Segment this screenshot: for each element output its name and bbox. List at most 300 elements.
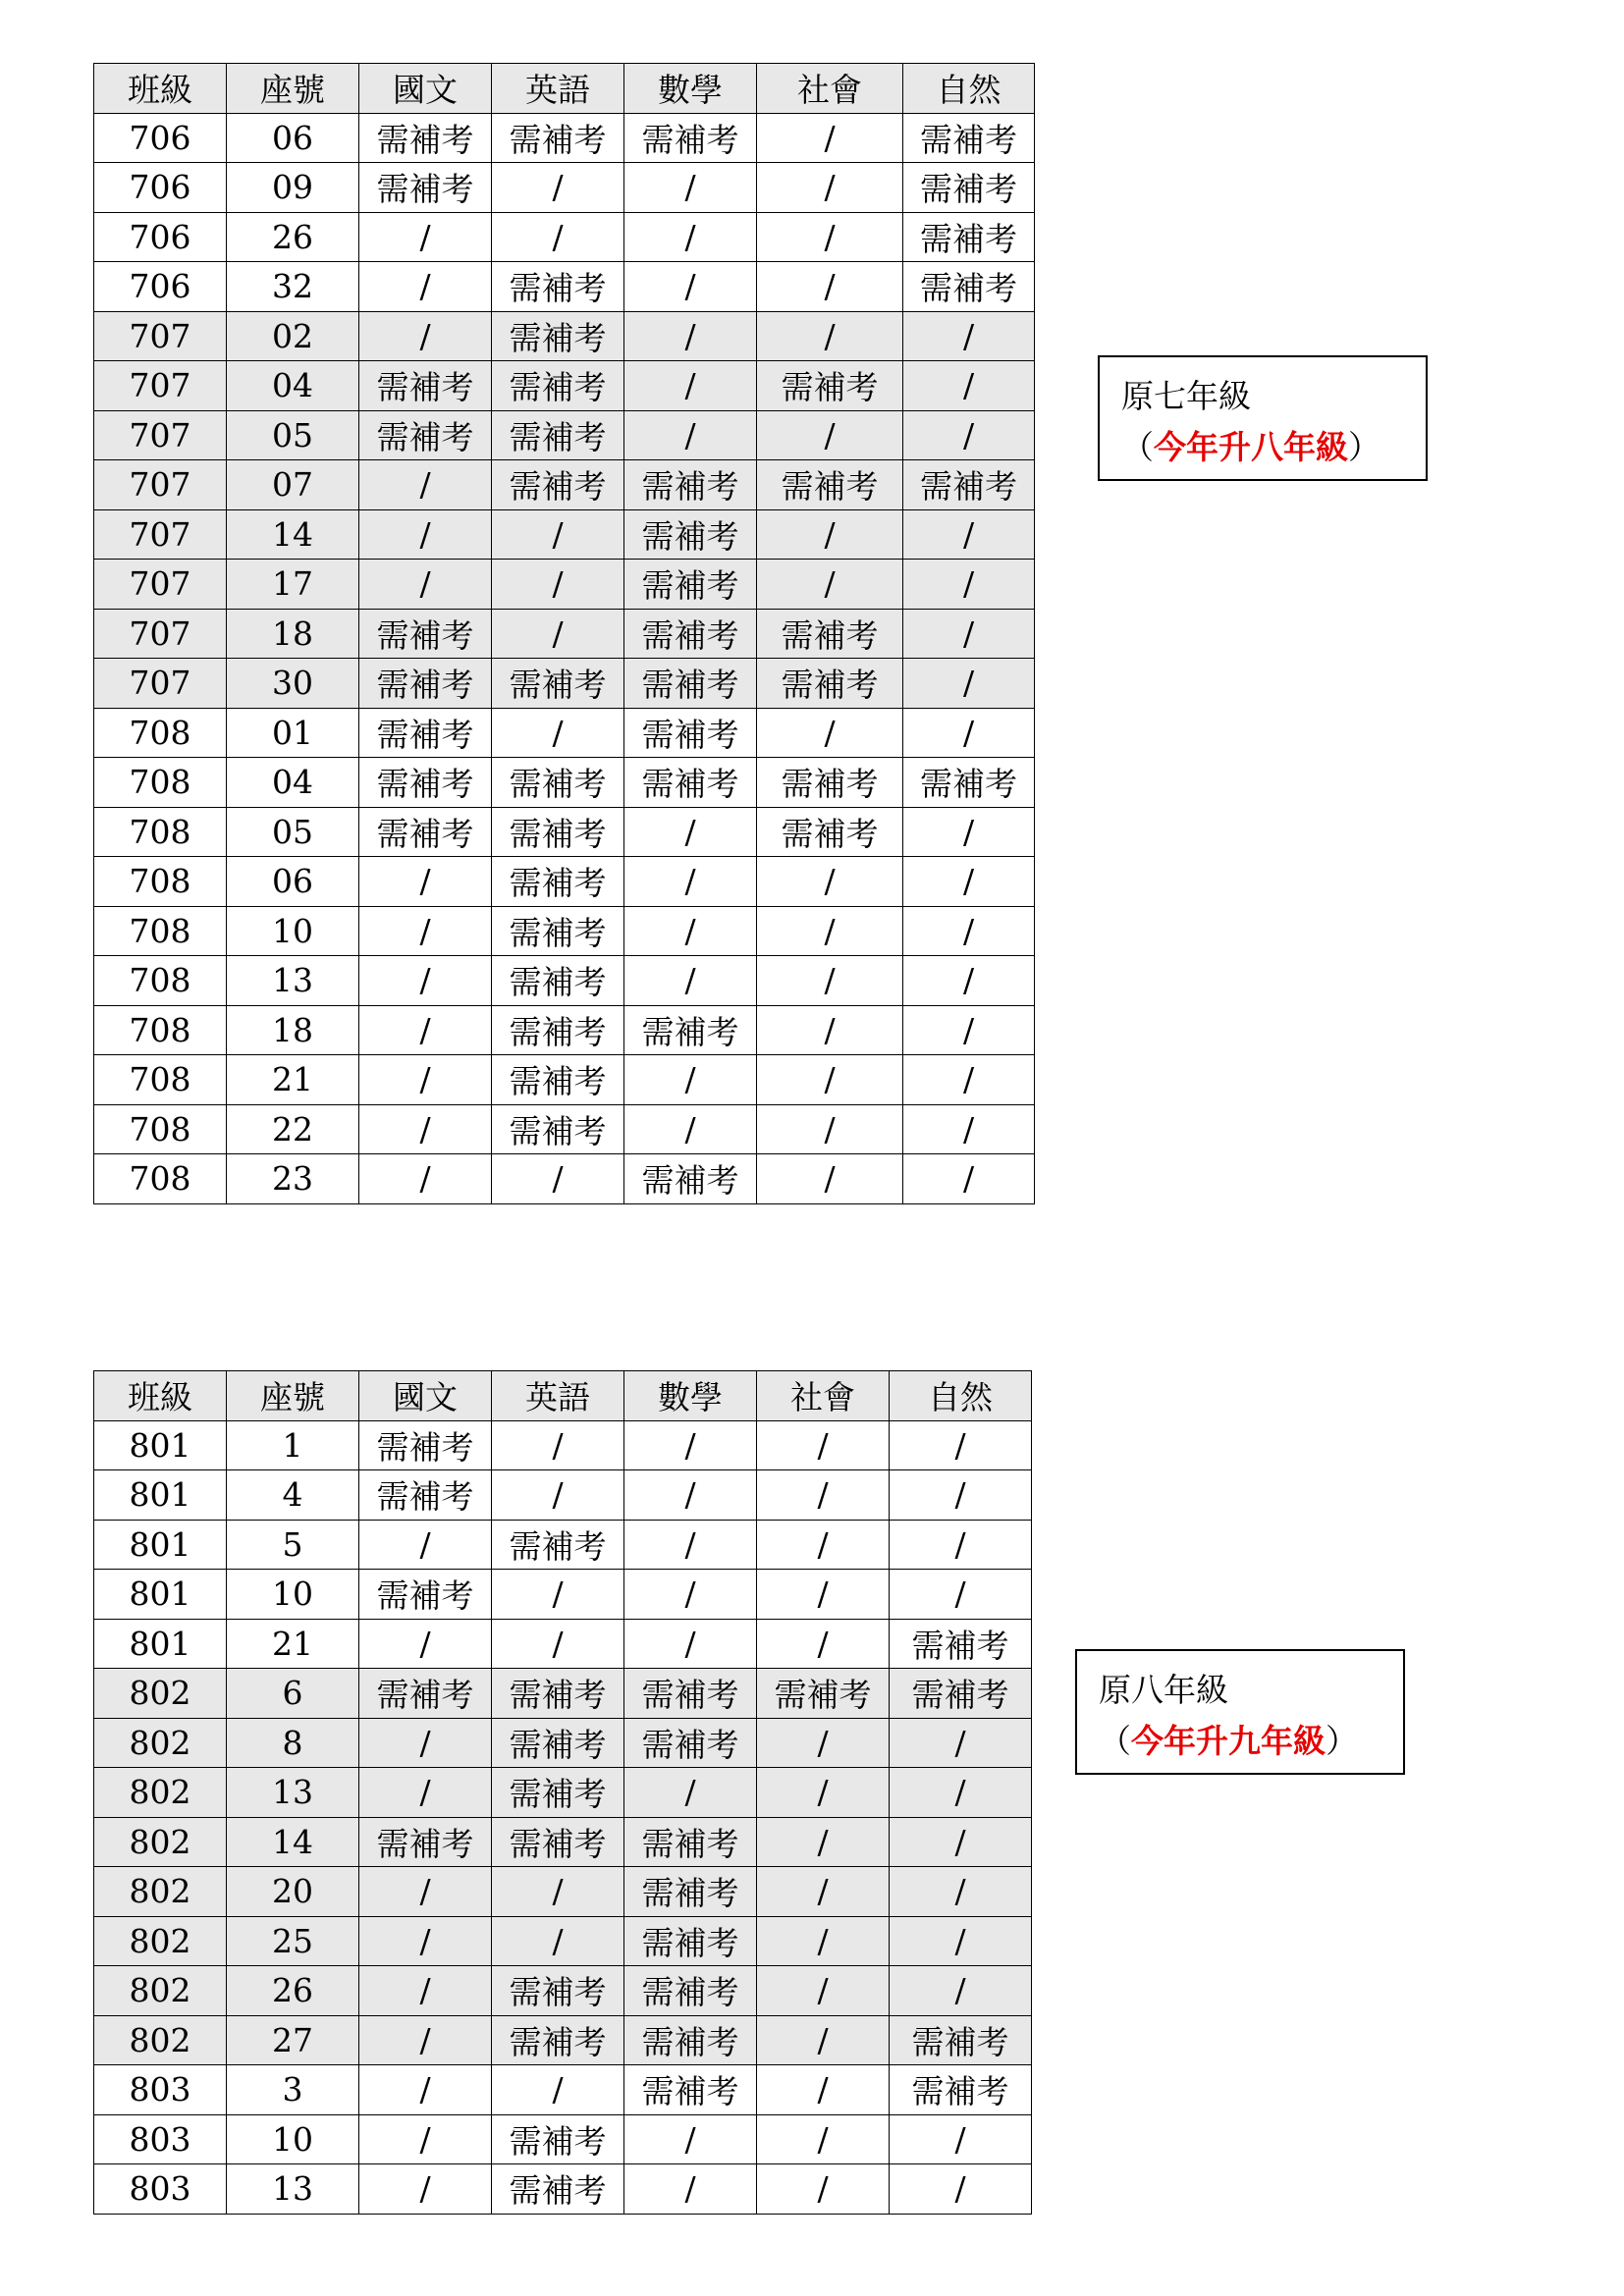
cell-chinese: / [359, 956, 492, 1006]
cell-seat: 10 [227, 1570, 359, 1620]
table-row [94, 509, 1035, 560]
cell-science: 需補考 [903, 212, 1035, 262]
cell-seat: 18 [227, 1005, 359, 1055]
cell-chinese: / [359, 2114, 492, 2164]
cell-class: 803 [94, 2114, 227, 2164]
cell-chinese: / [359, 262, 492, 312]
header-math: 數學 [624, 1371, 757, 1421]
cell-class: 802 [94, 1768, 227, 1818]
cell-science: / [903, 560, 1035, 610]
cell-seat: 07 [227, 460, 359, 510]
cell-chinese: / [359, 1966, 492, 2016]
cell-seat: 13 [227, 2164, 359, 2215]
cell-science: / [903, 1154, 1035, 1204]
cell-english: 需補考 [492, 807, 624, 857]
header-social: 社會 [757, 1371, 890, 1421]
table-row [94, 609, 1035, 659]
cell-english: / [492, 1570, 624, 1620]
cell-math: 需補考 [624, 2065, 757, 2115]
cell-seat: 23 [227, 1154, 359, 1204]
cell-chinese: 需補考 [359, 1420, 492, 1470]
table-row [94, 460, 1035, 510]
cell-seat: 26 [227, 212, 359, 262]
cell-class: 706 [94, 262, 227, 312]
cell-math: 需補考 [624, 1966, 757, 2016]
cell-chinese: / [359, 1768, 492, 1818]
cell-math: 需補考 [624, 1005, 757, 1055]
grade8-makeup-table [93, 1370, 1032, 2215]
cell-chinese: / [359, 1916, 492, 1966]
header-row [94, 1371, 1032, 1421]
table-row [94, 163, 1035, 213]
header-english: 英語 [492, 64, 624, 114]
table-row [94, 906, 1035, 956]
cell-class: 707 [94, 609, 227, 659]
cell-english: 需補考 [492, 2015, 624, 2065]
cell-social: 需補考 [757, 361, 903, 411]
cell-social: / [757, 1817, 890, 1867]
note-current-grade [1121, 422, 1426, 473]
cell-seat: 5 [227, 1520, 359, 1570]
cell-science: / [903, 857, 1035, 907]
header-english: 英語 [492, 1371, 624, 1421]
cell-science: 需補考 [890, 1669, 1032, 1719]
cell-math: / [624, 1470, 757, 1521]
cell-class: 708 [94, 1104, 227, 1154]
cell-math: / [624, 1520, 757, 1570]
cell-class: 708 [94, 1154, 227, 1204]
cell-seat: 4 [227, 1470, 359, 1521]
cell-science: / [890, 1470, 1032, 1521]
cell-science: / [903, 1005, 1035, 1055]
cell-science: 需補考 [890, 1619, 1032, 1669]
header-chinese: 國文 [359, 64, 492, 114]
cell-chinese: / [359, 1619, 492, 1669]
cell-science: / [903, 1104, 1035, 1154]
cell-science: / [890, 1420, 1032, 1470]
cell-math: 需補考 [624, 509, 757, 560]
cell-science: 需補考 [903, 262, 1035, 312]
cell-math: / [624, 807, 757, 857]
cell-social: 需補考 [757, 1669, 890, 1719]
cell-social: 需補考 [757, 460, 903, 510]
grade8-note [1075, 1649, 1405, 1775]
cell-social: / [757, 163, 903, 213]
cell-chinese: / [359, 212, 492, 262]
cell-chinese: 需補考 [359, 708, 492, 758]
header-seat: 座號 [227, 1371, 359, 1421]
cell-chinese: 需補考 [359, 1570, 492, 1620]
cell-social: / [757, 1154, 903, 1204]
cell-english: / [492, 163, 624, 213]
table-row [94, 1916, 1032, 1966]
cell-english: 需補考 [492, 906, 624, 956]
cell-class: 708 [94, 1005, 227, 1055]
cell-math: 需補考 [624, 1916, 757, 1966]
table-row [94, 2164, 1032, 2215]
table-row [94, 212, 1035, 262]
cell-seat: 05 [227, 807, 359, 857]
cell-chinese: / [359, 2015, 492, 2065]
cell-social: / [757, 1104, 903, 1154]
cell-chinese: / [359, 1154, 492, 1204]
cell-math: 需補考 [624, 609, 757, 659]
cell-english: 需補考 [492, 410, 624, 460]
cell-class: 707 [94, 460, 227, 510]
cell-math: / [624, 906, 757, 956]
cell-english: / [492, 509, 624, 560]
cell-english: / [492, 212, 624, 262]
cell-math: 需補考 [624, 460, 757, 510]
cell-chinese: 需補考 [359, 410, 492, 460]
cell-chinese: / [359, 560, 492, 610]
cell-social: / [757, 1420, 890, 1470]
cell-social: / [757, 262, 903, 312]
cell-english: 需補考 [492, 1817, 624, 1867]
cell-social: / [757, 113, 903, 163]
cell-science: / [890, 1718, 1032, 1768]
cell-class: 708 [94, 857, 227, 907]
cell-science: / [903, 708, 1035, 758]
cell-chinese: / [359, 311, 492, 361]
cell-english: 需補考 [492, 956, 624, 1006]
cell-class: 708 [94, 708, 227, 758]
cell-social: / [757, 1768, 890, 1818]
cell-class: 708 [94, 758, 227, 808]
cell-class: 802 [94, 1817, 227, 1867]
cell-english: 需補考 [492, 1055, 624, 1105]
cell-chinese: 需補考 [359, 163, 492, 213]
cell-social: / [757, 560, 903, 610]
cell-science: 需補考 [890, 2065, 1032, 2115]
cell-math: / [624, 956, 757, 1006]
cell-math: 需補考 [624, 560, 757, 610]
cell-social: / [757, 1718, 890, 1768]
cell-chinese: 需補考 [359, 758, 492, 808]
cell-science: / [890, 1570, 1032, 1620]
cell-seat: 20 [227, 1867, 359, 1917]
header-math: 數學 [624, 64, 757, 114]
header-science: 自然 [890, 1371, 1032, 1421]
cell-math: 需補考 [624, 2015, 757, 2065]
cell-math: / [624, 311, 757, 361]
cell-science: / [890, 1867, 1032, 1917]
cell-seat: 02 [227, 311, 359, 361]
table-row [94, 1154, 1035, 1204]
cell-class: 706 [94, 163, 227, 213]
cell-english: 需補考 [492, 1104, 624, 1154]
cell-social: / [757, 857, 903, 907]
cell-english: 需補考 [492, 113, 624, 163]
cell-social: / [757, 410, 903, 460]
cell-english: / [492, 560, 624, 610]
cell-english: 需補考 [492, 1718, 624, 1768]
cell-chinese: / [359, 1104, 492, 1154]
cell-class: 802 [94, 2015, 227, 2065]
cell-social: / [757, 2015, 890, 2065]
table-row [94, 1966, 1032, 2016]
cell-english: 需補考 [492, 857, 624, 907]
cell-seat: 17 [227, 560, 359, 610]
cell-science: / [903, 361, 1035, 411]
cell-class: 801 [94, 1570, 227, 1620]
cell-seat: 27 [227, 2015, 359, 2065]
cell-class: 706 [94, 113, 227, 163]
cell-math: 需補考 [624, 1669, 757, 1719]
header-social: 社會 [757, 64, 903, 114]
cell-math: / [624, 2114, 757, 2164]
cell-class: 708 [94, 906, 227, 956]
table-row [94, 956, 1035, 1006]
cell-science: / [890, 1768, 1032, 1818]
cell-chinese: / [359, 1718, 492, 1768]
cell-chinese: / [359, 2164, 492, 2215]
cell-social: / [757, 1005, 903, 1055]
cell-english: 需補考 [492, 2164, 624, 2215]
cell-chinese: / [359, 509, 492, 560]
cell-math: 需補考 [624, 1867, 757, 1917]
table-row [94, 758, 1035, 808]
cell-science: / [903, 956, 1035, 1006]
cell-chinese: 需補考 [359, 1470, 492, 1521]
cell-seat: 13 [227, 1768, 359, 1818]
cell-class: 706 [94, 212, 227, 262]
cell-class: 801 [94, 1520, 227, 1570]
cell-english: 需補考 [492, 1669, 624, 1719]
cell-class: 802 [94, 1916, 227, 1966]
cell-seat: 04 [227, 758, 359, 808]
cell-english: 需補考 [492, 262, 624, 312]
grade7-makeup-table [93, 63, 1035, 1204]
cell-math: / [624, 1570, 757, 1620]
cell-seat: 22 [227, 1104, 359, 1154]
table-row [94, 1768, 1032, 1818]
cell-social: / [757, 2065, 890, 2115]
cell-english: 需補考 [492, 758, 624, 808]
cell-social: 需補考 [757, 609, 903, 659]
table-row [94, 410, 1035, 460]
cell-math: / [624, 361, 757, 411]
table-body [94, 113, 1035, 1203]
cell-english: 需補考 [492, 311, 624, 361]
cell-class: 707 [94, 410, 227, 460]
table-row [94, 708, 1035, 758]
cell-seat: 8 [227, 1718, 359, 1768]
cell-science: / [903, 311, 1035, 361]
cell-english: / [492, 1867, 624, 1917]
cell-class: 707 [94, 509, 227, 560]
cell-science: / [903, 609, 1035, 659]
cell-seat: 21 [227, 1055, 359, 1105]
table-row [94, 1055, 1035, 1105]
cell-class: 801 [94, 1619, 227, 1669]
cell-class: 802 [94, 1867, 227, 1917]
cell-math: / [624, 212, 757, 262]
table-row [94, 1520, 1032, 1570]
cell-class: 803 [94, 2164, 227, 2215]
cell-seat: 21 [227, 1619, 359, 1669]
cell-english: / [492, 2065, 624, 2115]
table-row [94, 1817, 1032, 1867]
cell-social: / [757, 1916, 890, 1966]
cell-math: / [624, 262, 757, 312]
cell-seat: 32 [227, 262, 359, 312]
cell-science: / [890, 2114, 1032, 2164]
cell-math: / [624, 2164, 757, 2215]
cell-science: 需補考 [903, 113, 1035, 163]
note-original-grade: 原七年級 [1121, 377, 1251, 415]
cell-seat: 06 [227, 113, 359, 163]
cell-seat: 1 [227, 1420, 359, 1470]
cell-class: 708 [94, 1055, 227, 1105]
cell-class: 802 [94, 1966, 227, 2016]
cell-math: / [624, 1768, 757, 1818]
table-row [94, 1005, 1035, 1055]
cell-chinese: / [359, 1055, 492, 1105]
cell-math: 需補考 [624, 659, 757, 709]
cell-science: / [903, 807, 1035, 857]
table-row [94, 807, 1035, 857]
cell-seat: 25 [227, 1916, 359, 1966]
cell-seat: 10 [227, 2114, 359, 2164]
cell-math: / [624, 410, 757, 460]
cell-social: / [757, 1570, 890, 1620]
paren-close: ） [1348, 428, 1380, 466]
cell-social: / [757, 212, 903, 262]
cell-chinese: / [359, 2065, 492, 2115]
cell-english: 需補考 [492, 361, 624, 411]
cell-social: / [757, 1520, 890, 1570]
cell-seat: 13 [227, 956, 359, 1006]
cell-chinese: / [359, 857, 492, 907]
cell-science: / [890, 2164, 1032, 2215]
cell-english: / [492, 708, 624, 758]
cell-chinese: 需補考 [359, 609, 492, 659]
cell-chinese: 需補考 [359, 659, 492, 709]
table-row [94, 113, 1035, 163]
cell-class: 707 [94, 659, 227, 709]
cell-science: 需補考 [903, 758, 1035, 808]
cell-social: / [757, 1867, 890, 1917]
cell-class: 707 [94, 311, 227, 361]
note-current-grade [1099, 1716, 1403, 1767]
cell-math: / [624, 1420, 757, 1470]
header-class: 班級 [94, 64, 227, 114]
cell-english: 需補考 [492, 1520, 624, 1570]
cell-chinese: 需補考 [359, 361, 492, 411]
cell-chinese: 需補考 [359, 113, 492, 163]
cell-social: / [757, 1619, 890, 1669]
table-row [94, 2015, 1032, 2065]
cell-chinese: 需補考 [359, 807, 492, 857]
table-row [94, 1669, 1032, 1719]
cell-class: 802 [94, 1669, 227, 1719]
cell-social: 需補考 [757, 659, 903, 709]
header-chinese: 國文 [359, 1371, 492, 1421]
header-seat: 座號 [227, 64, 359, 114]
cell-class: 707 [94, 361, 227, 411]
table-body [94, 1420, 1032, 2214]
cell-chinese: / [359, 1005, 492, 1055]
table-row [94, 262, 1035, 312]
cell-social: 需補考 [757, 758, 903, 808]
cell-science: 需補考 [903, 460, 1035, 510]
table-row [94, 2065, 1032, 2115]
cell-seat: 05 [227, 410, 359, 460]
cell-math: / [624, 1055, 757, 1105]
cell-class: 708 [94, 956, 227, 1006]
cell-science: / [890, 1916, 1032, 1966]
table-row [94, 1718, 1032, 1768]
paren-open: （ [1121, 428, 1154, 466]
table-row [94, 659, 1035, 709]
table-row [94, 361, 1035, 411]
cell-class: 803 [94, 2065, 227, 2115]
table-row [94, 1104, 1035, 1154]
table-row [94, 1420, 1032, 1470]
cell-seat: 14 [227, 1817, 359, 1867]
cell-seat: 26 [227, 1966, 359, 2016]
cell-english: / [492, 1420, 624, 1470]
cell-math: 需補考 [624, 1718, 757, 1768]
cell-math: / [624, 1619, 757, 1669]
note-original-grade: 原八年級 [1099, 1671, 1228, 1709]
cell-math: / [624, 163, 757, 213]
cell-class: 707 [94, 560, 227, 610]
cell-social: / [757, 708, 903, 758]
table-row [94, 1619, 1032, 1669]
cell-social: / [757, 2164, 890, 2215]
cell-chinese: 需補考 [359, 1669, 492, 1719]
cell-english: 需補考 [492, 659, 624, 709]
cell-class: 802 [94, 1718, 227, 1768]
cell-chinese: / [359, 1867, 492, 1917]
cell-english: 需補考 [492, 1966, 624, 2016]
table-row [94, 560, 1035, 610]
cell-class: 801 [94, 1470, 227, 1521]
header-science: 自然 [903, 64, 1035, 114]
cell-math: / [624, 1104, 757, 1154]
cell-math: 需補考 [624, 1817, 757, 1867]
cell-math: / [624, 857, 757, 907]
cell-class: 801 [94, 1420, 227, 1470]
table-row [94, 857, 1035, 907]
cell-social: / [757, 2114, 890, 2164]
header-class: 班級 [94, 1371, 227, 1421]
table-row [94, 1867, 1032, 1917]
cell-seat: 06 [227, 857, 359, 907]
cell-social: / [757, 509, 903, 560]
cell-english: / [492, 609, 624, 659]
cell-science: / [903, 1055, 1035, 1105]
cell-english: 需補考 [492, 1768, 624, 1818]
cell-chinese: / [359, 906, 492, 956]
cell-seat: 04 [227, 361, 359, 411]
cell-seat: 18 [227, 609, 359, 659]
note-highlight: 今年升九年級 [1131, 1722, 1326, 1760]
cell-english: / [492, 1154, 624, 1204]
cell-science: / [903, 906, 1035, 956]
cell-math: 需補考 [624, 758, 757, 808]
cell-seat: 3 [227, 2065, 359, 2115]
cell-class: 708 [94, 807, 227, 857]
header-row [94, 64, 1035, 114]
cell-english: / [492, 1916, 624, 1966]
table-row [94, 1570, 1032, 1620]
table-row [94, 1470, 1032, 1521]
cell-social: / [757, 906, 903, 956]
cell-science: / [903, 410, 1035, 460]
